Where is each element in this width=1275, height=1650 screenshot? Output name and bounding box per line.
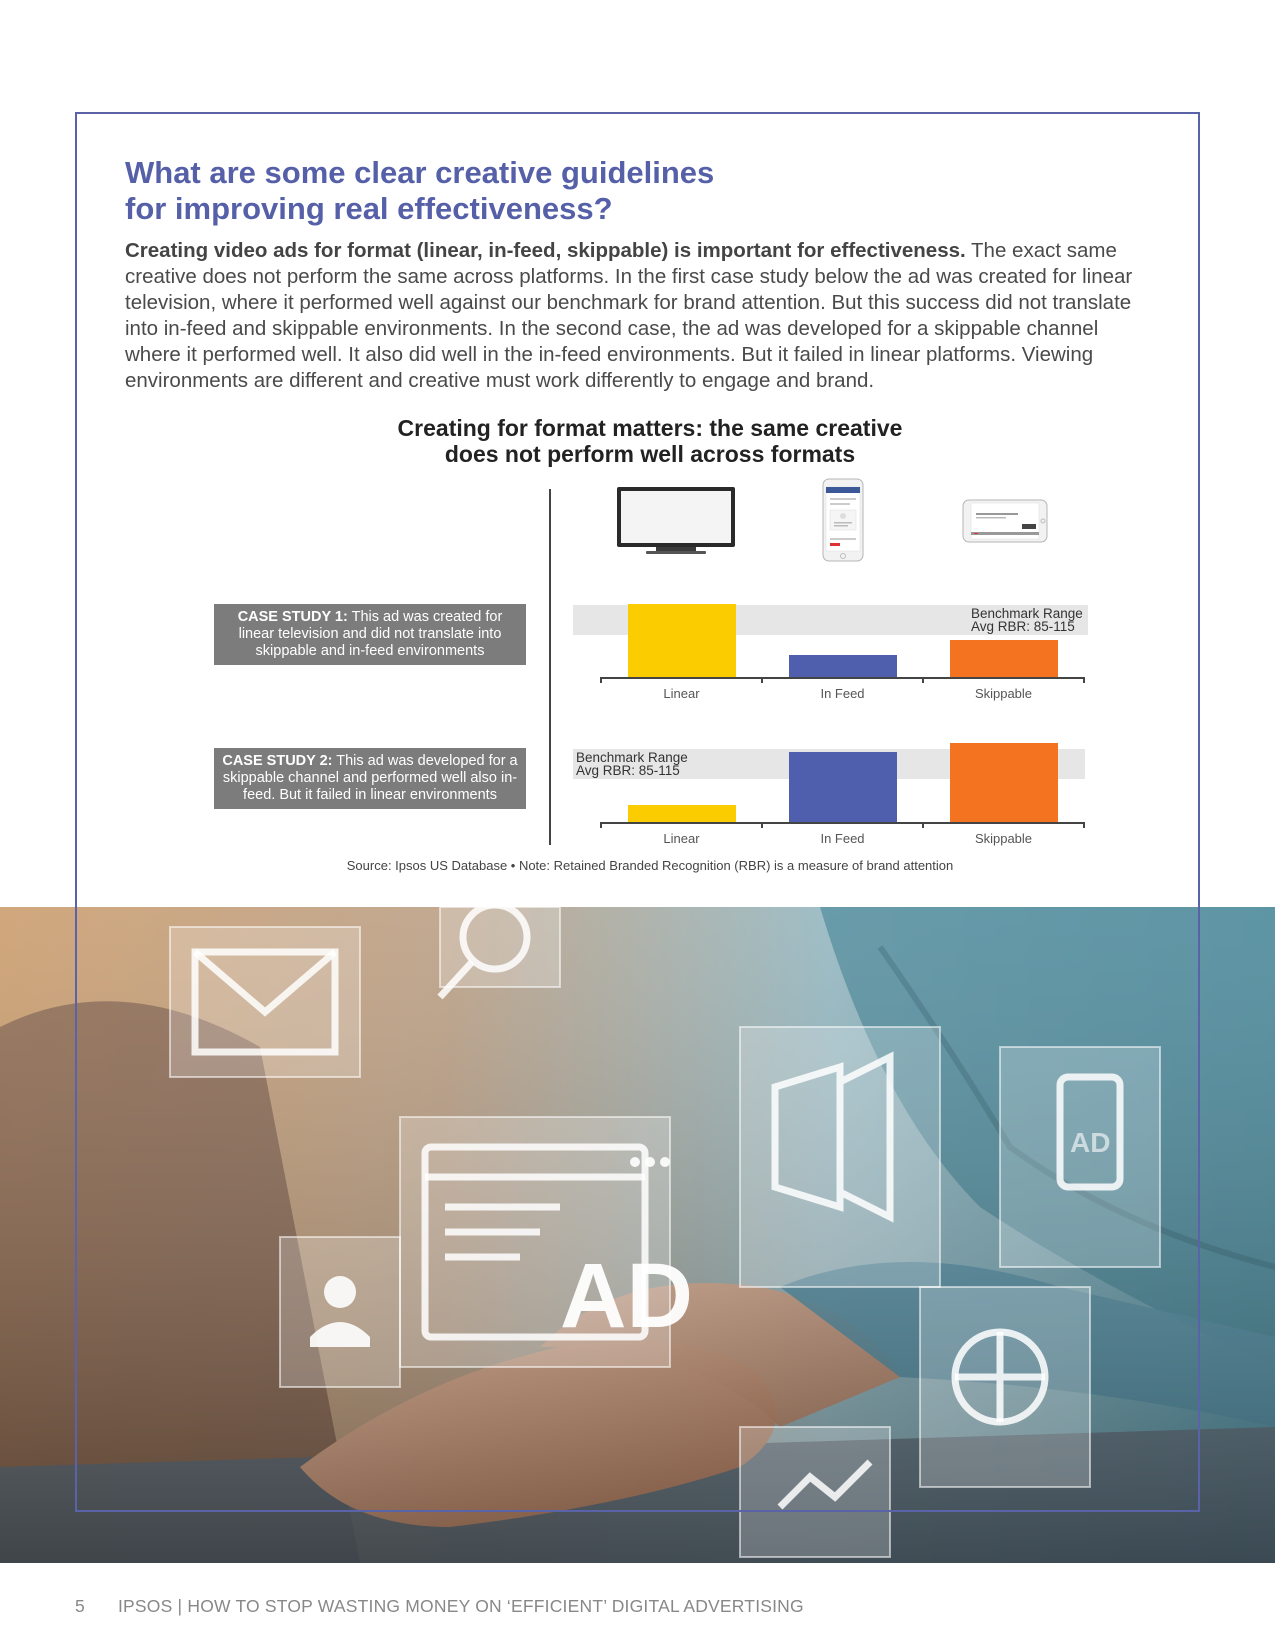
case-study-2-text: This ad was developed for a skippable channel and performed well also in-feed. But it failed in linear environments: [222, 753, 518, 803]
case-study-2-box: [214, 748, 526, 809]
chart-2-tick: [1083, 822, 1085, 828]
case-study-1-text: This ad was created for linear television and did not translate into skippable and in-feed environments: [238, 609, 503, 659]
case-study-2-label: CASE STUDY 2:: [222, 753, 333, 769]
chart-1-tick: [761, 677, 763, 683]
chart-2-label-skippable: Skippable: [974, 831, 1033, 846]
figure-title: [300, 415, 1000, 467]
tv-icon: [616, 486, 736, 558]
chart-1-x-axis: [601, 677, 1084, 679]
chart-2-label-linear: Linear: [663, 831, 700, 846]
chart-1-tick: [1083, 677, 1085, 683]
intro-paragraph: [125, 238, 1155, 394]
chart-1-bar-skippable: [950, 640, 1058, 677]
phone-landscape-icon: [962, 499, 1048, 543]
heading-line-2: for improving real effectiveness?: [125, 191, 613, 226]
chart-2-bar-skippable: [950, 743, 1058, 822]
chart-2-tick: [600, 822, 602, 828]
chart-2-tick: [922, 822, 924, 828]
chart-1-label-skippable: Skippable: [974, 686, 1033, 701]
chart-1-bar-linear: [628, 604, 736, 677]
chart-2-bar-linear: [628, 805, 736, 822]
page-heading: [125, 155, 1125, 227]
chart-2-tick: [761, 822, 763, 828]
ad-overlay-text: AD: [560, 1245, 693, 1347]
chart-1-tick: [600, 677, 602, 683]
chart-1-benchmark-label: [971, 607, 1083, 633]
chart-2-benchmark-label: [576, 751, 688, 777]
page-number: 5: [75, 1596, 85, 1616]
source-note: Source: Ipsos US Database • Note: Retained Branded Recognition (RBR) is a measure of brand attention: [346, 858, 954, 873]
chart-2-bar-in-feed: [789, 752, 897, 822]
footer-text: IPSOS | HOW TO STOP WASTING MONEY ON ‘EFFICIENT’ DIGITAL ADVERTISING: [118, 1596, 804, 1616]
chart-1-label-in-feed: In Feed: [820, 686, 865, 701]
chart-2-benchmark-label-line-1: Benchmark Range: [576, 750, 688, 765]
chart-1-bar-in-feed: [789, 655, 897, 677]
case-study-1-label: CASE STUDY 1:: [237, 609, 348, 625]
chart-1-benchmark-label-line-1: Benchmark Range: [971, 606, 1083, 621]
chart-1-tick: [922, 677, 924, 683]
chart-1-label-linear: Linear: [663, 686, 700, 701]
intro-lead: Creating video ads for format (linear, in-feed, skippable) is important for effectiveness.: [125, 239, 966, 262]
chart-2-x-axis: [601, 822, 1084, 824]
figure-title-line-1: Creating for format matters: the same creative: [397, 415, 903, 441]
laptop-typing-illustration: [0, 907, 1275, 1563]
figure-title-line-2: does not perform well across formats: [444, 441, 856, 467]
figure-divider: [549, 489, 551, 845]
phone-portrait-icon: [822, 478, 864, 562]
hero-photo: [0, 907, 1275, 1563]
chart-1-benchmark-label-line-2: Avg RBR: 85-115: [971, 619, 1075, 634]
heading-line-1: What are some clear creative guidelines: [125, 155, 715, 190]
chart-2-label-in-feed: In Feed: [820, 831, 865, 846]
chart-2-benchmark-label-line-2: Avg RBR: 85-115: [576, 763, 680, 778]
ad-overlay-text-small: AD: [1070, 1127, 1111, 1158]
intro-body: The exact same creative does not perform the same across platforms. In the first case study below the ad was created for linear television, where it performed well against our benchmark for brand attention. But this success did not translate into in-feed and skippable environments. In the second case, the ad was developed for a skippable channel where it performed well. It also did well in the in-feed environments. But it failed in linear platforms. Viewing environments are different and creative must work differently to engage and brand.: [125, 239, 1133, 392]
page-footer: [75, 1596, 804, 1617]
case-study-1-box: [214, 604, 526, 665]
